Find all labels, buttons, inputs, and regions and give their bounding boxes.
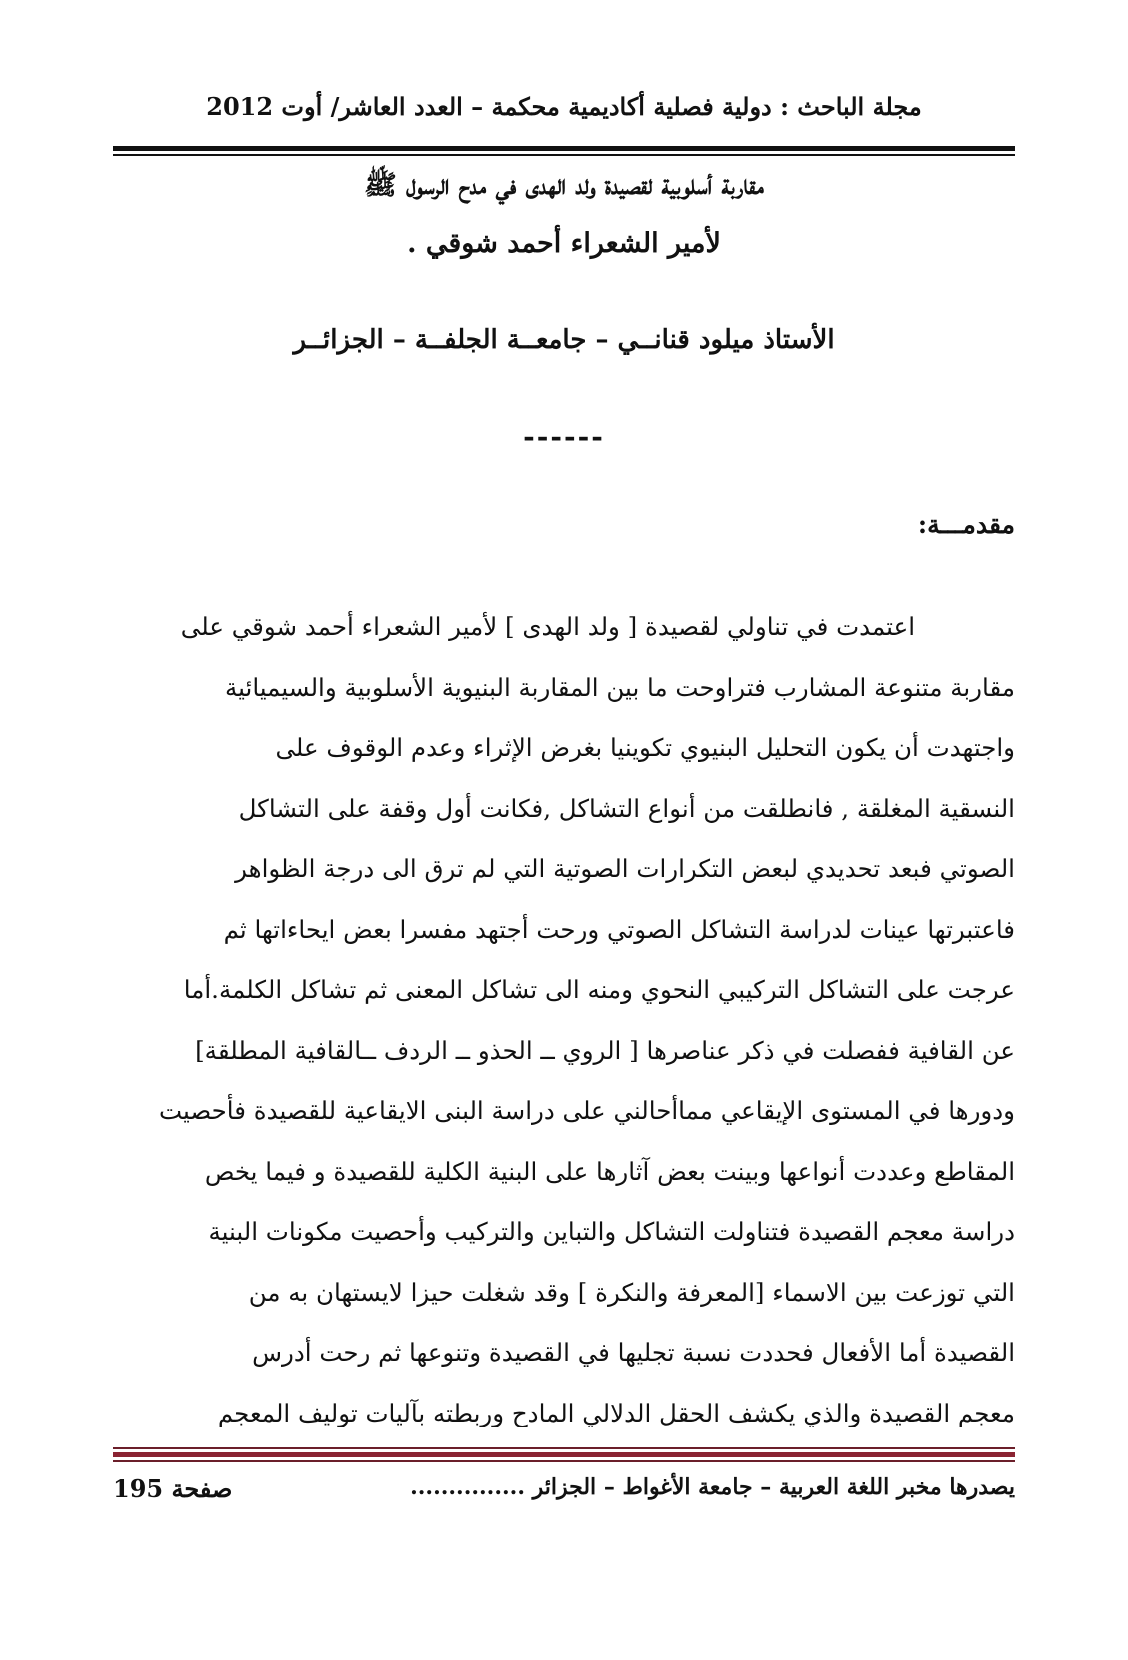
body-line: النسقية المغلقة , فانطلقت من أنواع التشاكل ,فكانت أول وقفة على التشاكل bbox=[238, 793, 1015, 823]
body-line: فاعتبرتها عينات لدراسة التشاكل الصوتي ورحت أجتهد مفسرا بعض ايحاءاتها ثم bbox=[223, 914, 1015, 944]
article-title-line-1: مقاربة أسلوبية لقصيدة ولد الهدى في مدح الرسول ﷺ bbox=[364, 170, 764, 201]
body-line: معجم القصيدة والذي يكشف الحقل الدلالي المادح وربطته بآليات توليف المعجم bbox=[217, 1398, 1015, 1427]
author-affiliation: الأستاذ ميلود قنانــي – جامعــة الجلفــة – الجزائــر bbox=[293, 325, 835, 355]
section-heading-introduction: مقدمـــة: bbox=[917, 510, 1015, 539]
page-number: صفحة 195 bbox=[113, 1474, 233, 1503]
article-title-line-2: لأمير الشعراء أحمد شوقي . bbox=[407, 228, 721, 259]
body-line: التي توزعت بين الاسماء [المعرفة والنكرة ] وقد شغلت حيزا لايستهان به من bbox=[248, 1277, 1015, 1307]
header-rule-thin bbox=[113, 154, 1015, 156]
footer-rule-bottom bbox=[113, 1460, 1015, 1462]
body-line: مقاربة متنوعة المشارب فتراوحت ما بين المقاربة البنيوية الأسلوبية والسيميائية bbox=[224, 672, 1015, 702]
journal-header: مجلة الباحث : دولية فصلية أكاديمية محكمة – العدد العاشر/ أوت 2012 bbox=[206, 92, 922, 121]
body-line: عن القافية ففصلت في ذكر عناصرها [ الروي ــ الحذو ــ الردف ــالقافية المطلقة] bbox=[195, 1035, 1015, 1065]
body-line: اعتمدت في تناولي لقصيدة [ ولد الهدى ] لأمير الشعراء أحمد شوقي على bbox=[180, 612, 915, 641]
body-line: واجتهدت أن يكون التحليل البنيوي تكوينيا بغرض الإثراء وعدم الوقوف على bbox=[275, 733, 1015, 762]
body-line: المقاطع وعددت أنواعها وبينت بعض آثارها على البنية الكلية للقصيدة و فيما يخص bbox=[204, 1156, 1015, 1186]
publisher-footer: يصدرها مخبر اللغة العربية – جامعة الأغواط – الجزائر ............... bbox=[410, 1474, 1015, 1500]
body-line: الصوتي فبعد تحديدي لبعض التكرارات الصوتية التي لم ترق الى درجة الظواهر bbox=[235, 854, 1015, 883]
body-line: عرجت على التشاكل التركيبي النحوي ومنه الى تشاكل المعنى ثم تشاكل الكلمة.أما bbox=[183, 975, 1015, 1004]
footer-rule-middle bbox=[113, 1452, 1015, 1457]
body-paragraph bbox=[113, 597, 1015, 1427]
body-line: دراسة معجم القصيدة فتناولت التشاكل والتباين والتركيب وأحصيت مكونات البنية bbox=[208, 1217, 1015, 1246]
footer-rule-top bbox=[113, 1447, 1015, 1449]
title-separator: ------ bbox=[523, 420, 605, 453]
body-line: ودورها في المستوى الإيقاعي مماأحالني على دراسة البنى الايقاعية للقصيدة فأحصيت bbox=[158, 1096, 1015, 1125]
header-rule-thick bbox=[113, 146, 1015, 151]
body-line: القصيدة أما الأفعال فحددت نسبة تجليها في القصيدة وتنوعها ثم رحت أدرس bbox=[252, 1338, 1015, 1367]
